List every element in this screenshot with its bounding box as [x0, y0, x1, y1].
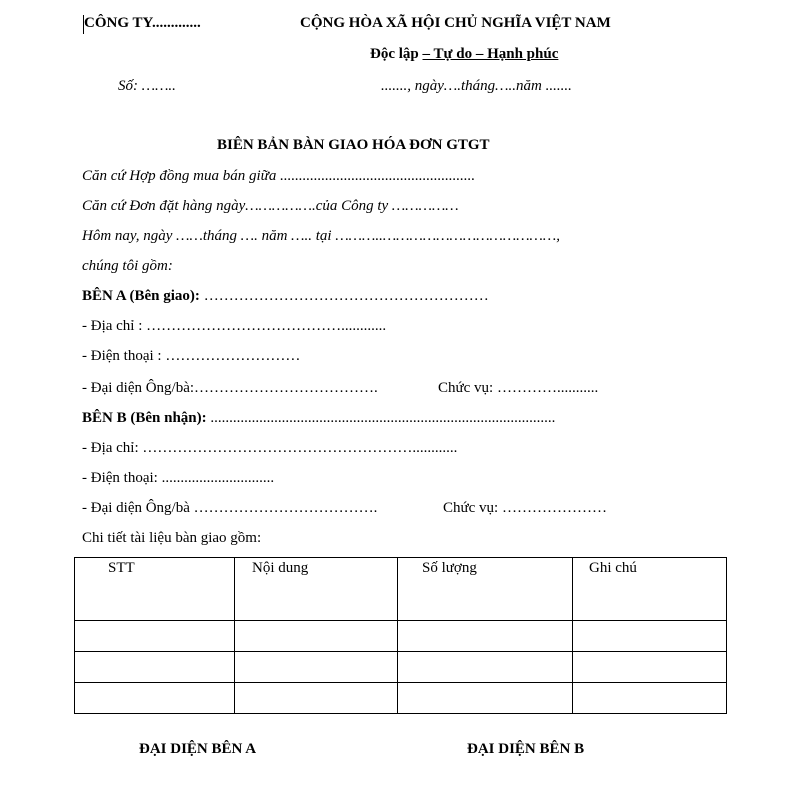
signature-party-b: ĐẠI DIỆN BÊN B — [467, 741, 585, 757]
party-b-label: BÊN B (Bên nhận): — [82, 410, 207, 426]
table-cell[interactable] — [398, 652, 573, 683]
table-cell[interactable] — [235, 652, 398, 683]
company-name: CÔNG TY............. — [84, 15, 201, 31]
party-a-position: Chức vụ: …………........... — [438, 380, 599, 396]
table-cell[interactable] — [75, 683, 235, 714]
table-cell[interactable] — [235, 683, 398, 714]
details-label: Chi tiết tài liệu bàn giao gồm: — [82, 530, 262, 546]
party-a-representative: - Đại diện Ông/bà:………………………………. — [82, 380, 378, 396]
intro-date-place: Hôm nay, ngày ……tháng …. năm ….. tại ………..…………………………………, — [82, 228, 560, 244]
party-b-position: Chức vụ: ………………… — [443, 500, 607, 516]
party-b-heading — [82, 410, 555, 427]
motto-part-1: Độc lập — [370, 46, 423, 62]
table-cell[interactable] — [573, 652, 727, 683]
party-b-phone: - Điện thoại: .............................. — [82, 470, 275, 486]
party-a-phone: - Điện thoại : ……………………… — [82, 348, 301, 364]
table-row — [75, 683, 727, 714]
signature-party-a: ĐẠI DIỆN BÊN A — [139, 741, 257, 757]
table-row — [75, 652, 727, 683]
motto-part-2: – Tự do – Hạnh phúc — [422, 46, 559, 62]
table-cell[interactable] — [398, 683, 573, 714]
party-a-heading — [82, 288, 489, 305]
table-cell[interactable] — [75, 621, 235, 652]
column-header-quantity: Số lượng — [398, 558, 573, 621]
party-b-dots: ............................................................................................ — [206, 410, 556, 426]
document-title: BIÊN BẢN BÀN GIAO HÓA ĐƠN GTGT — [217, 137, 490, 153]
table-cell[interactable] — [573, 621, 727, 652]
document-number: Số: …….. — [118, 78, 176, 94]
nation-name: CỘNG HÒA XÃ HỘI CHỦ NGHĨA VIỆT NAM — [300, 15, 611, 31]
party-a-label: BÊN A (Bên giao): — [82, 288, 200, 304]
party-a-address: - Địa chỉ : …………………………………............ — [82, 318, 387, 334]
table-row — [75, 621, 727, 652]
table-cell[interactable] — [398, 621, 573, 652]
party-b-address: - Địa chỉ: ………………………………………………............ — [82, 440, 458, 456]
column-header-content: Nội dung — [235, 558, 398, 621]
table-cell[interactable] — [235, 621, 398, 652]
column-header-note: Ghi chú — [573, 558, 727, 621]
handover-table — [74, 557, 727, 714]
intro-order: Căn cứ Đơn đặt hàng ngày…………….của Công ty …………… — [82, 198, 459, 214]
intro-contract: Căn cứ Hợp đồng mua bán giữa .................................................... — [82, 168, 476, 184]
intro-parties: chúng tôi gồm: — [82, 258, 173, 274]
table-cell[interactable] — [573, 683, 727, 714]
party-b-representative: - Đại diện Ông/bà ………………………………. — [82, 500, 378, 516]
table-cell[interactable] — [75, 652, 235, 683]
column-header-stt: STT — [75, 558, 235, 621]
party-a-dots: ………………………………………………… — [199, 288, 489, 304]
table-header-row — [75, 558, 727, 621]
document-date: ......., ngày….tháng…..năm ....... — [381, 78, 572, 94]
national-motto — [370, 46, 558, 63]
